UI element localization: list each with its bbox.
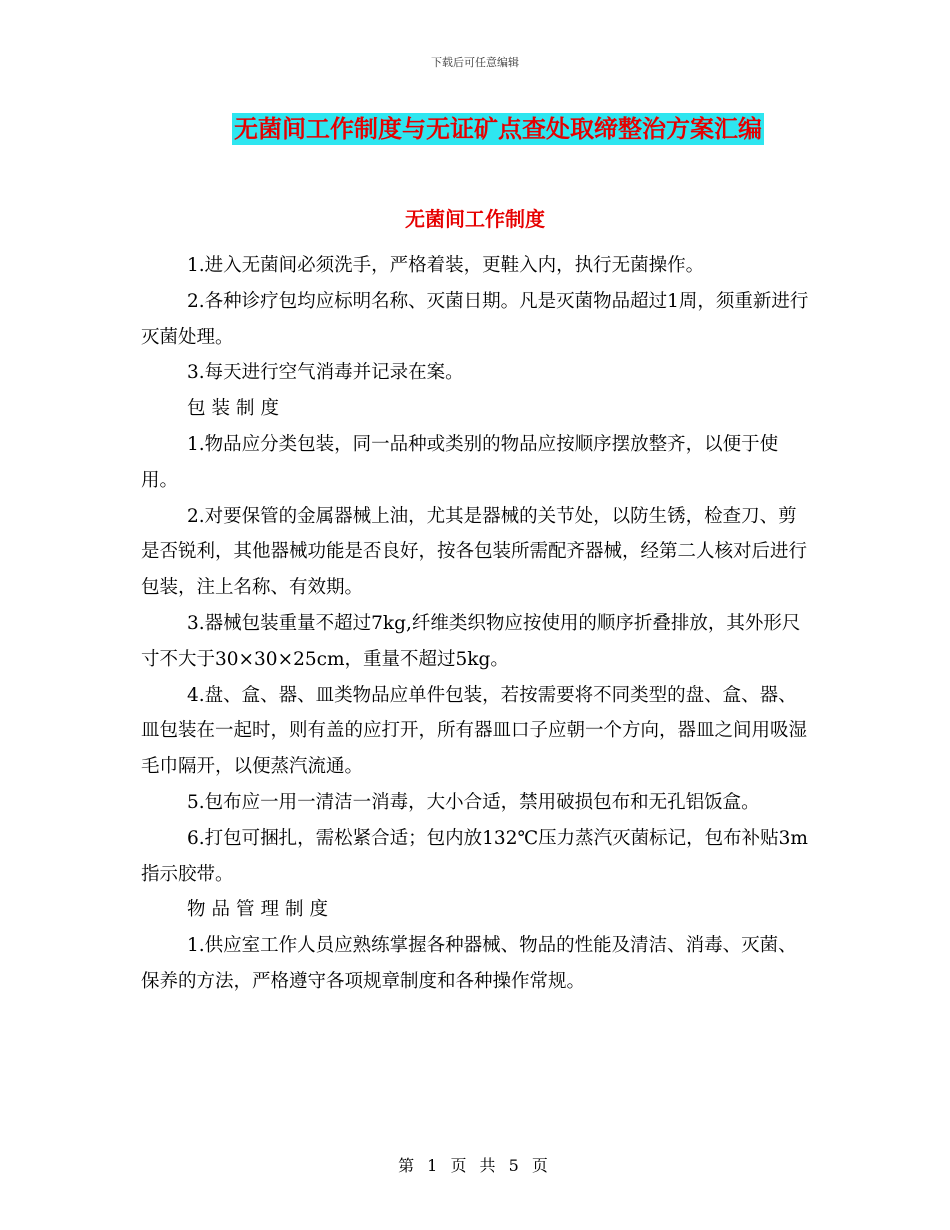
paragraph: 1.进入无菌间必须洗手，严格着装，更鞋入内，执行无菌操作。 xyxy=(187,255,705,276)
paragraph: 1.供应室工作人员应熟练掌握各种器械、物品的性能及清洁、消毒、灭菌、保养的方法，严格遵守各项规章制度和各种操作常规。 xyxy=(141,935,797,992)
paragraph: 6.打包可捆扎，需松紧合适；包内放132℃压力蒸汽灭菌标记，包布补贴3m指示胶带。 xyxy=(141,827,808,885)
page-footer: 第 1 页 共 5 页 xyxy=(398,1156,552,1175)
subsection-heading: 物品管理制度 xyxy=(187,899,335,921)
page-header-note: 下载后可任意编辑 xyxy=(431,56,519,69)
paragraph: 5.包布应一用一清洁一消毒，大小合适，禁用破损包布和无孔铝饭盒。 xyxy=(187,791,760,813)
document-title: 无菌间工作制度与无证矿点查处取缔整治方案汇编 xyxy=(234,115,762,143)
paragraph: 2.对要保管的金属器械上油，尤其是器械的关节处，以防生锈，检查刀、剪是否锐利，其他器械功能是否良好，按各包装所需配齐器械，经第二人核对后进行包装，注上名称、有效期。 xyxy=(141,505,808,599)
paragraph: 3.器械包装重量不超过7kg,纤维类织物应按使用的顺序折叠排放，其外形尺寸不大于30×30×25cm，重量不超过5kg。 xyxy=(141,612,801,670)
section-title: 无菌间工作制度 xyxy=(405,207,545,231)
paragraph: 4.盘、盒、器、皿类物品应单件包装，若按需要将不同类型的盘、盒、器、皿包装在一起时，则有盖的应打开，所有器皿口子应朝一个方向，器皿之间用吸湿毛巾隔开，以便蒸汽流通。 xyxy=(141,684,808,778)
subsection-heading: 包装制度 xyxy=(187,398,286,420)
paragraph: 2.各种诊疗包均应标明名称、灭菌日期。凡是灭菌物品超过1周，须重新进行灭菌处理。 xyxy=(141,290,809,348)
document-body xyxy=(141,248,813,1000)
paragraph: 1.物品应分类包装，同一品种或类别的物品应按顺序摆放整齐，以便于使用。 xyxy=(141,433,779,491)
document-title-container xyxy=(0,113,950,145)
paragraph: 3.每天进行空气消毒并记录在案。 xyxy=(187,362,464,384)
